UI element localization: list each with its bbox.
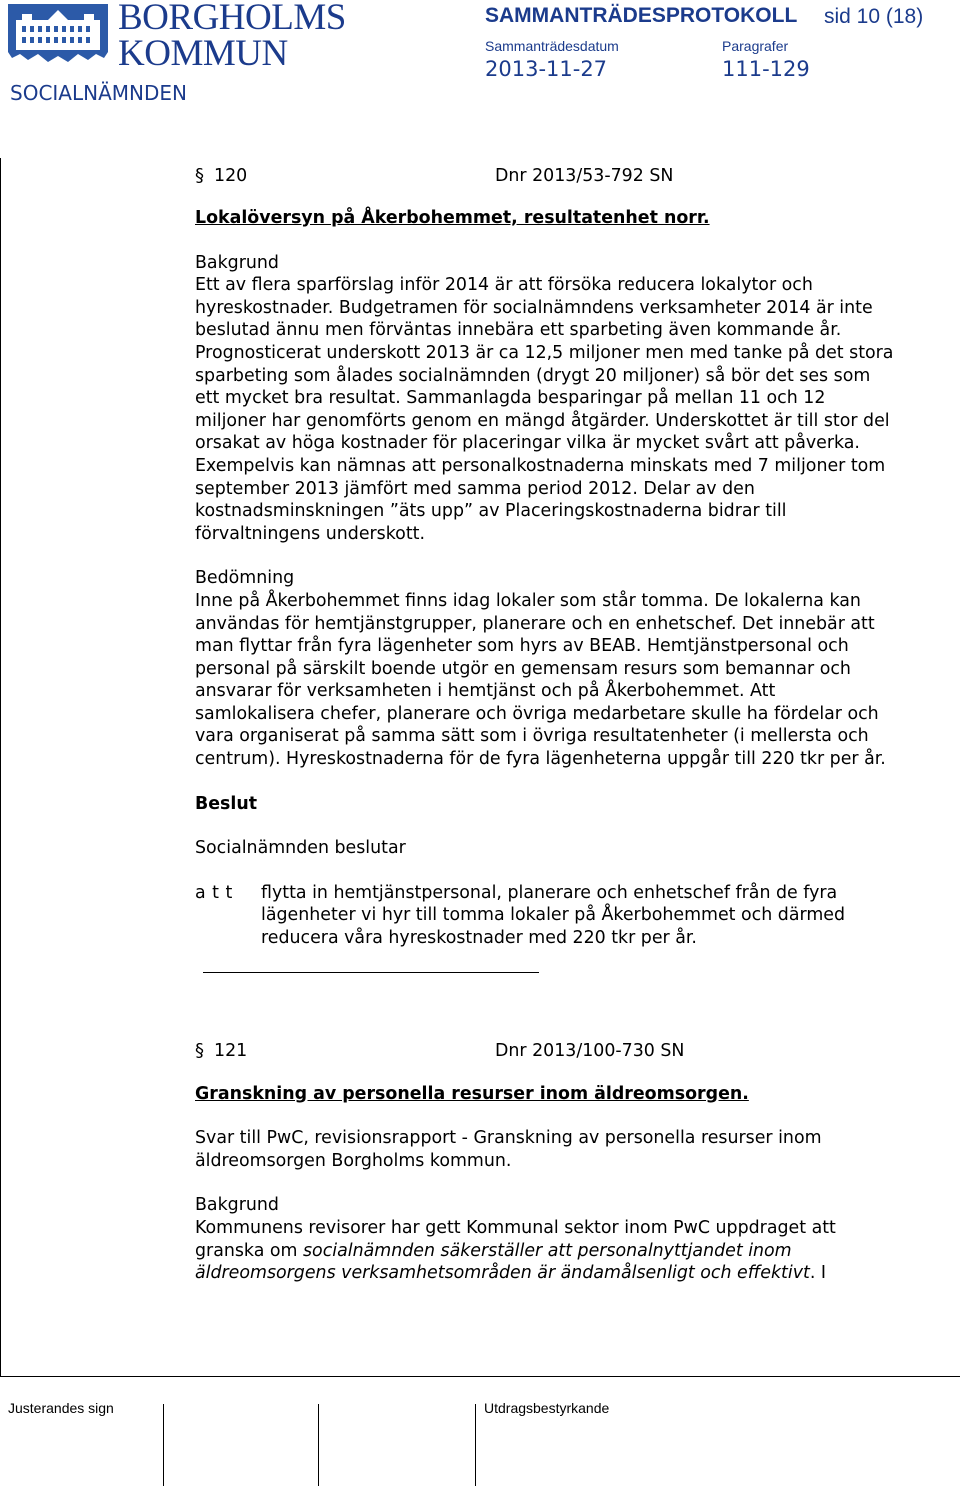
brand-name-line1: BORGHOLMS: [118, 0, 346, 38]
section-number: § 121: [195, 1040, 495, 1063]
signature-field-divider: [318, 1404, 319, 1486]
bakgrund-text: Ett av flera sparförslag inför 2014 är att försöka reducera lokalytor och hyreskostnader. Budgetramen för socialnämndens verksamheter 2014 är inte beslutad ännu men förväntas innebära ett sparbeting även kommande år. Prognosticerat underskott 2013 är ca 12,5 miljoner men med tanke på det stora sparbeting som ålades socialnämnden (drygt 20 miljoner) så bör det ses som ett mycket bra resultat. Sammanlagda besparingar på mellan 11 och 12 miljoner har genomförts genom en mängd åtgärder. Underskottet är till stor del orsakat av höga kostnader för placeringar vilka är mycket svårt att påverka. Exempelvis kan nämnas att personalkostnaderna minskats med 7 miljoner tom september 2013 jämfört med samma period 2012. Delar av den kostnadsminskningen ”äts upp” av Placeringskostnaderna bidrar till förvaltningens underskott.: [195, 275, 894, 544]
document-title: SAMMANTRÄDESPROTOKOLL: [485, 4, 798, 27]
beslut-heading: Beslut: [195, 793, 258, 814]
meeting-date-value: 2013-11-27: [485, 57, 608, 81]
bedomning-text: Inne på Åkerbohemmet finns idag lokaler som står tomma. De lokalerna kan användas för hemtjänstgrupper, planerare och en enhetschef. Det innebär att man flyttar från fyra lägenheter som hyrs av BEAB. Hemtjänstpersonal och personal på särskilt boende utgör en gemensam resurs som bemannar och ansvarar för verksamheten i hemtjänst och på Åkerbohemmet. Att samlokalisera chefer, planerare och övriga medarbetare skulle ha fördelar och vara organiserat på samma sätt som i övriga resultatenheter (i mellersta och centrum). Hyreskostnaderna för de fyra lägenheterna uppgår till 220 tkr per år.: [195, 590, 886, 770]
meeting-date-label: Sammanträdesdatum: [485, 38, 619, 54]
bedomning-heading: Bedömning: [195, 568, 295, 589]
left-margin-rule: [0, 158, 1, 1376]
decision-clause: [195, 882, 895, 950]
section-dnr: Dnr 2013/53-792 SN: [495, 165, 674, 186]
section-intro: Svar till PwC, revisionsrapport - Granskning av personella resurser inom äldreomsorgen Borgholms kommun.: [195, 1128, 822, 1171]
bakgrund-text-plain: Kommunens revisorer har gett Kommunal sektor inom PwC uppdraget att granska om: [195, 1218, 836, 1261]
municipality-crest-logo: [8, 4, 108, 70]
att-text: flytta in hemtjänstpersonal, planerare och enhetschef från de fyra lägenheter vi hyr till tomma lokaler på Åkerbohemmet och därmed reducera våra hyreskostnader med 220 tkr per år.: [261, 882, 845, 949]
paragraphs-label: Paragrafer: [722, 38, 789, 54]
signature-field-divider: [475, 1404, 476, 1486]
section-dnr: Dnr 2013/100-730 SN: [495, 1041, 685, 1062]
extract-verification-label: Utdragsbestyrkande: [484, 1400, 610, 1416]
signature-label: Justerandes sign: [8, 1400, 114, 1416]
footer-rule: [0, 1376, 960, 1377]
bakgrund-heading: Bakgrund: [195, 1195, 279, 1216]
section-title: Lokalöversyn på Åkerbohemmet, resultatenhet norr.: [195, 208, 710, 228]
section-header-121: [195, 1039, 895, 1065]
section-title: Granskning av personella resurser inom äldreomsorgen.: [195, 1083, 749, 1104]
decision-intro: Socialnämnden beslutar: [195, 838, 406, 859]
signature-field-divider: [163, 1404, 164, 1486]
department-name: SOCIALNÄMNDEN: [10, 81, 187, 105]
bakgrund-text-italic: socialnämnden säkerställer att personalnyttjandet inom äldreomsorgens verksamhetsområden är ändamålsenligt och effektivt: [195, 1240, 810, 1284]
bakgrund-text: [195, 1217, 895, 1285]
paragraphs-value: 111-129: [722, 57, 810, 81]
att-label: a t t: [195, 882, 233, 903]
bakgrund-text-tail: . I: [809, 1263, 826, 1284]
section-number: § 120: [195, 165, 495, 188]
page-number: sid 10 (18): [824, 5, 924, 28]
brand-name-line2: KOMMUN: [118, 33, 288, 74]
section-header-120: [195, 163, 895, 189]
bakgrund-heading: Bakgrund: [195, 252, 279, 273]
protocol-body: [195, 161, 895, 1285]
